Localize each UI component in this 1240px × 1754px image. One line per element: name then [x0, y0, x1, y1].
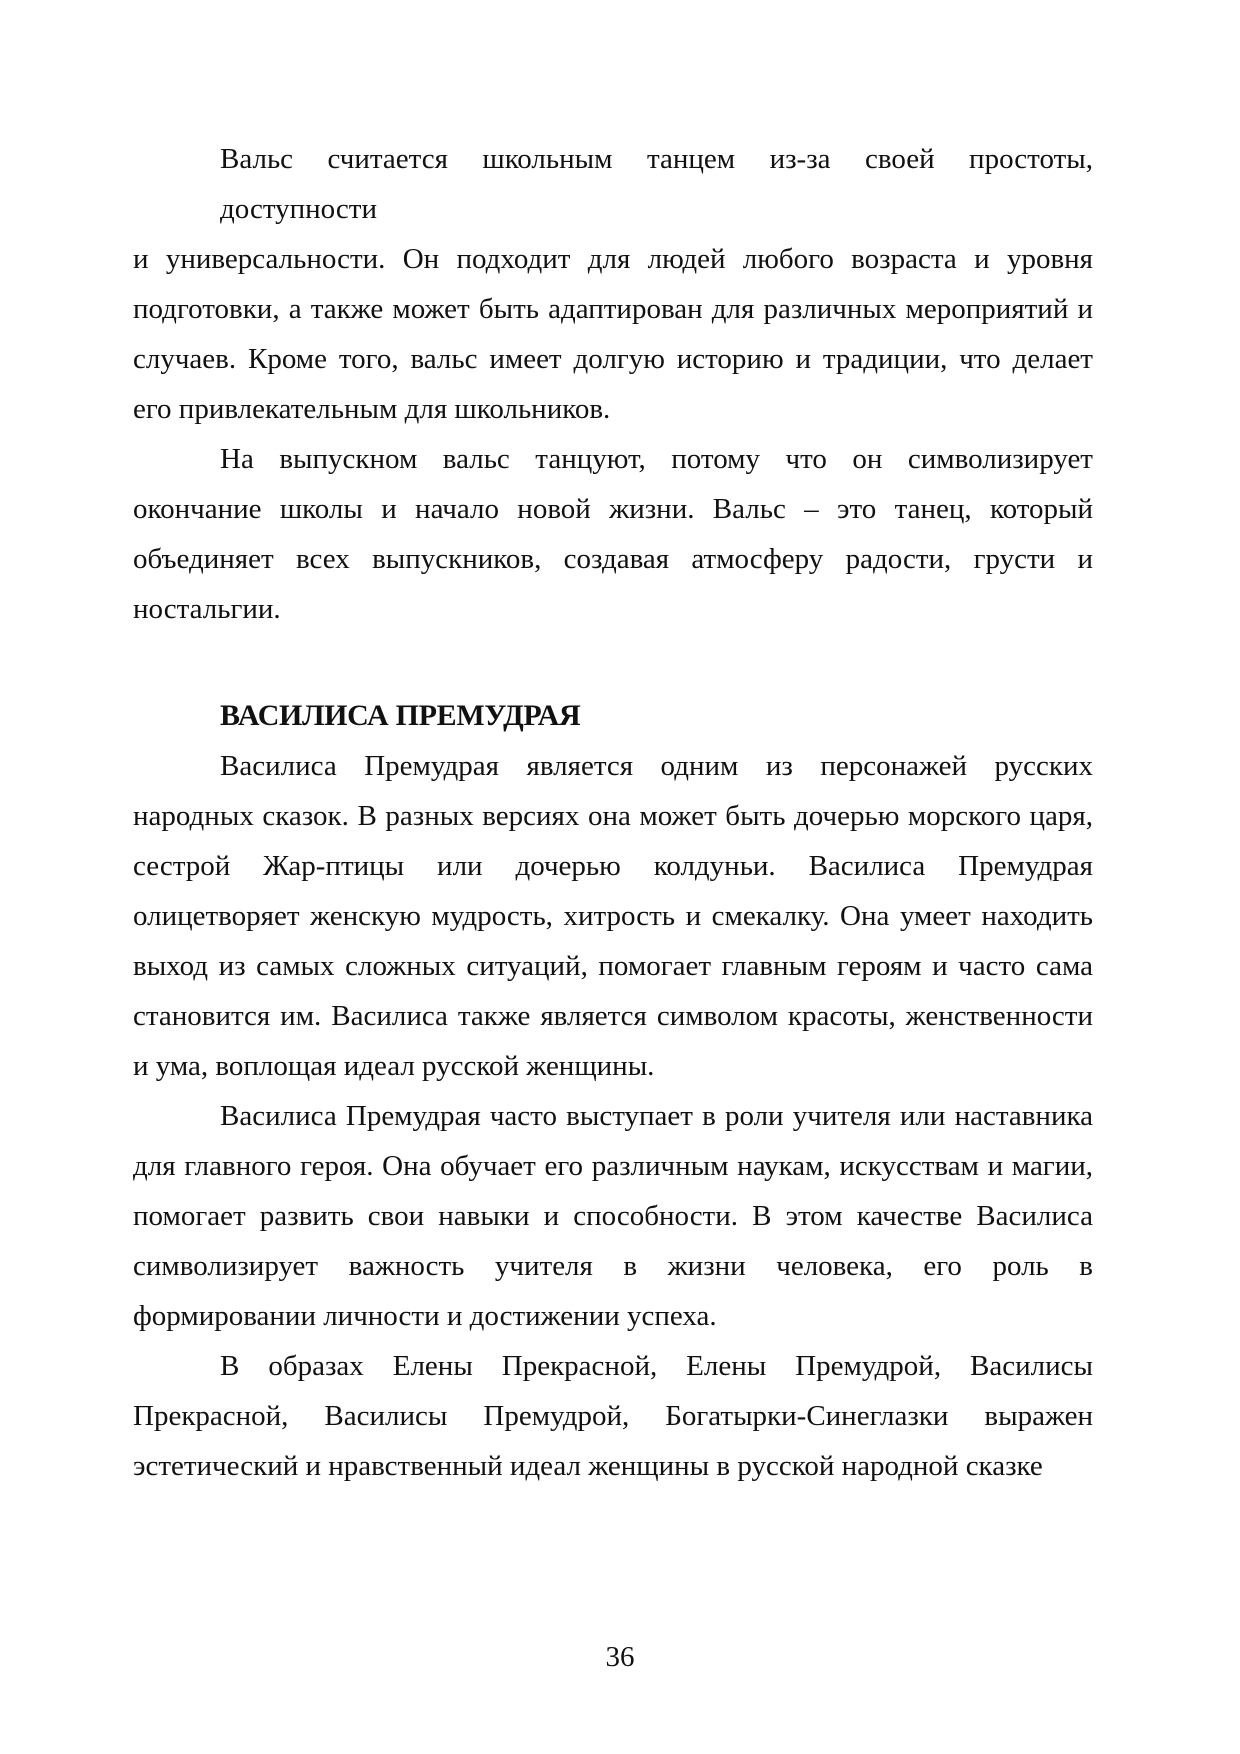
- text-line: случаев. Кроме того, вальс имеет долгую историю и традиции, что делает: [133, 343, 1093, 375]
- text-line: объединяет всех выпускников, создавая атмосферу радости, грусти и: [133, 543, 1093, 575]
- text-line: В образах Елены Прекрасной, Елены Премудрой, Василисы: [220, 1350, 1093, 1382]
- text-line: олицетворяет женскую мудрость, хитрость и смекалку. Она умеет находить: [133, 900, 1093, 932]
- text-line: становится им. Василиса также является символом красоты, женственности: [133, 1000, 1093, 1032]
- text-line: выход из самых сложных ситуаций, помогает главным героям и часто сама: [133, 950, 1093, 982]
- text-line: помогает развить свои навыки и способности. В этом качестве Василиса: [133, 1200, 1093, 1232]
- paragraph: [133, 741, 1093, 1091]
- text-line: эстетический и нравственный идеал женщины в русской народной сказке: [133, 1450, 1043, 1482]
- page-number: 36: [605, 1641, 635, 1673]
- text-line: народных сказок. В разных версиях она может быть дочерью морского царя,: [133, 800, 1093, 832]
- text-line: и универсальности. Он подходит для людей любого возраста и уровня: [133, 243, 1093, 275]
- text-line: и ума, воплощая идеал русской женщины.: [133, 1050, 655, 1082]
- text-line: подготовки, а также может быть адаптирован для различных мероприятий и: [133, 293, 1093, 325]
- text-line: Василиса Премудрая часто выступает в роли учителя или наставника: [220, 1100, 1093, 1132]
- text-line: его привлекательным для школьников.: [133, 393, 611, 425]
- text-line: Василиса Премудрая является одним из персонажей русских: [220, 750, 1093, 782]
- paragraph: [133, 1091, 1093, 1341]
- text-line: формировании личности и достижении успеха.: [133, 1300, 717, 1332]
- text-line: сестрой Жар-птицы или дочерью колдуньи. Василиса Премудрая: [133, 850, 1093, 882]
- section-heading: ВАСИЛИСА ПРЕМУДРАЯ: [220, 699, 581, 732]
- text-line: На выпускном вальс танцуют, потому что он символизирует: [220, 443, 1093, 475]
- paragraph: [133, 434, 1093, 634]
- text-line: символизирует важность учителя в жизни человека, его роль в: [133, 1250, 1093, 1282]
- paragraph: [133, 1341, 1093, 1491]
- text-body: [133, 134, 1093, 1491]
- text-line: для главного героя. Она обучает его различным наукам, искусствам и магии,: [133, 1150, 1093, 1182]
- text-line: Вальс считается школьным танцем из-за своей простоты, доступности: [220, 143, 1093, 225]
- text-line: окончание школы и начало новой жизни. Вальс – это танец, который: [133, 493, 1093, 525]
- paragraph: [133, 134, 1093, 434]
- text-line: Прекрасной, Василисы Премудрой, Богатырки-Синеглазки выражен: [133, 1400, 1093, 1432]
- text-line: ностальгии.: [133, 593, 281, 625]
